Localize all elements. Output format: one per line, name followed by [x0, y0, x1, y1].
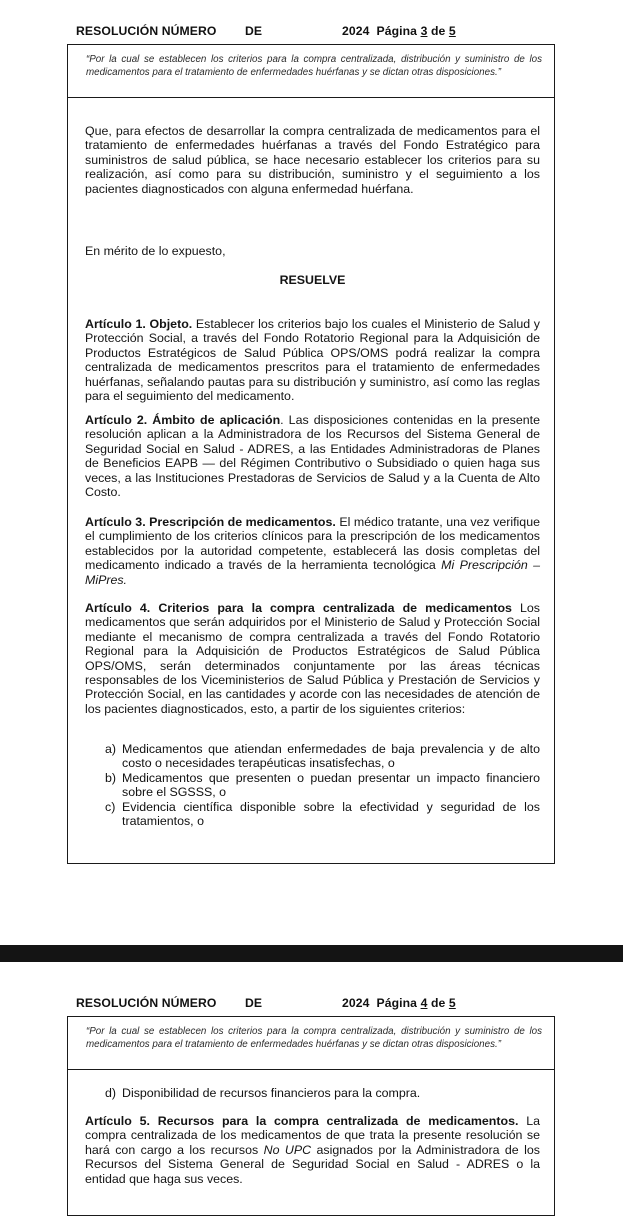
article-3: [85, 515, 540, 587]
date-label: DE: [245, 24, 263, 38]
article-1-title: Artículo 1. Objeto.: [85, 317, 193, 331]
article-3-text: El médico tratante, una vez verifique el cumplimiento de los criterios clínicos para la prescripción de los medicamentos establecidos por la autoridad competente, establecerá las dosis completas del medicamento indicado a través de la herramienta tecnológica: [85, 515, 540, 573]
resolution-number-label: RESOLUCIÓN NÚMERO: [76, 24, 217, 38]
merito-paragraph: En mérito de lo expuesto,: [85, 244, 226, 258]
article-5-title: Artículo 5. Recursos para la compra centralizada de medicamentos.: [85, 1114, 519, 1128]
resuelve-heading: RESUELVE: [279, 273, 346, 287]
article-2-title: Artículo 2. Ámbito de aplicación: [85, 413, 281, 427]
criteria-text-b: Medicamentos que presenten o puedan presentar un impacto financiero sobre el SGSSS, o: [122, 771, 540, 800]
considerando-paragraph: Que, para efectos de desarrollar la compra centralizada de medicamentos para el tratamiento de enfermedades huérfanas a través del Fondo Estratégico para suministros de salud pública, se hace necesario establecer los criterios para su realización, así como para su distribución, suministro y el seguimiento a los pacientes diagnosticados con alguna enfermedad huérfana.: [85, 124, 540, 196]
criteria-label-b: b): [105, 771, 117, 785]
criteria-item-a: [105, 742, 540, 771]
article-4-title: Artículo 4. Criterios para la compra centralizada de medicamentos: [85, 601, 512, 615]
criteria-label-d: d): [105, 1086, 117, 1100]
article-5: [85, 1114, 540, 1186]
criteria-label-c: c): [105, 800, 116, 814]
article-5-text-b: asignados por la Administradora de los Recursos del Sistema General de Seguridad Social en Salud - ADRES o la entidad que haga sus veces.: [85, 1142, 540, 1186]
criteria-item-d: [105, 1086, 540, 1100]
header-year-page: 2024 Página 4 de 5: [342, 996, 456, 1010]
page-header: [67, 996, 557, 1016]
article-1: [85, 317, 540, 403]
resolution-subject: “Por la cual se establecen los criterios para la compra centralizada, distribución y suministro de los medicamentos para el tratamiento de enfermedades huérfanas y se dictan otras disposiciones.”: [86, 1026, 542, 1050]
article-5-text-a: La compra centralizada de los medicamentos de que trata la presente resolución se hará con cargo a los recursos: [85, 1114, 540, 1157]
article-5-no-upc: No UPC: [263, 1142, 312, 1157]
subject-divider: [68, 97, 554, 98]
document-page-4: [0, 962, 623, 1200]
article-3-title: Artículo 3. Prescripción de medicamentos.: [85, 515, 336, 529]
criteria-text-d: Disponibilidad de recursos financieros para la compra.: [122, 1086, 421, 1100]
criteria-item-c: [105, 800, 540, 829]
criteria-text-c: Evidencia científica disponible sobre la efectividad y seguridad de los tratamientos, o: [122, 800, 540, 829]
article-2-text: . Las disposiciones contenidas en la presente resolución aplican a la Administradora de los Recursos del Sistema General de Seguridad Social en Salud - ADRES, a las Entidades Administradoras de Planes de Beneficios EAPB — del Régimen Contributivo o Subsidiado o quien haga sus veces, a las Instituciones Prestadoras de Servicios de Salud y a la Cuenta de Alto Costo.: [85, 413, 540, 500]
page-separator: [0, 945, 623, 962]
subject-divider: [68, 1069, 554, 1070]
page-header: [67, 24, 557, 44]
article-1-text: Establecer los criterios bajo los cuales el Ministerio de Salud y Protección Social, a través del Fondo Rotatorio Regional para la Adquisición de Productos Estratégicos de Salud Pública OPS/OMS podrá realizar la compra centralizada de medicamentos prescritos para el tratamiento de enfermedades huérfanas, señalando pautas para su distribución y suministro, así como las reglas para el seguimiento del medicamento.: [85, 317, 540, 404]
article-4-text: Los medicamentos que serán adquiridos por el Ministerio de Salud y Protección Social mediante el mecanismo de compra centralizada a través del Fondo Rotatorio Regional para la Adquisición de Productos Estratégicos de Salud Pública OPS/OMS, serán determinados conjuntamente por las áreas técnicas responsables de los Viceministerios de Salud Pública y Prestación de Servicios y Protección Social, en las cantidades y acorde con las necesidades de atención de los pacientes diagnosticados, esto, a partir de los siguientes criterios:: [85, 601, 540, 716]
article-4: [85, 601, 540, 716]
article-3-mipres: Mi Prescripción – MiPres.: [85, 558, 540, 587]
article-2: [85, 413, 540, 499]
criteria-label-a: a): [105, 742, 117, 756]
resolution-subject: “Por la cual se establecen los criterios para la compra centralizada, distribución y suministro de los medicamentos para el tratamiento de enfermedades huérfanas y se dictan otras disposiciones.”: [86, 54, 542, 78]
resolution-number-label: RESOLUCIÓN NÚMERO: [76, 996, 217, 1010]
criteria-text-a: Medicamentos que atiendan enfermedades de baja prevalencia y de alto costo o necesidades terapéuticas insatisfechas, o: [122, 742, 540, 771]
header-year-page: 2024 Página 3 de 5: [342, 24, 456, 38]
date-label: DE: [245, 996, 263, 1010]
criteria-item-b: [105, 771, 540, 800]
